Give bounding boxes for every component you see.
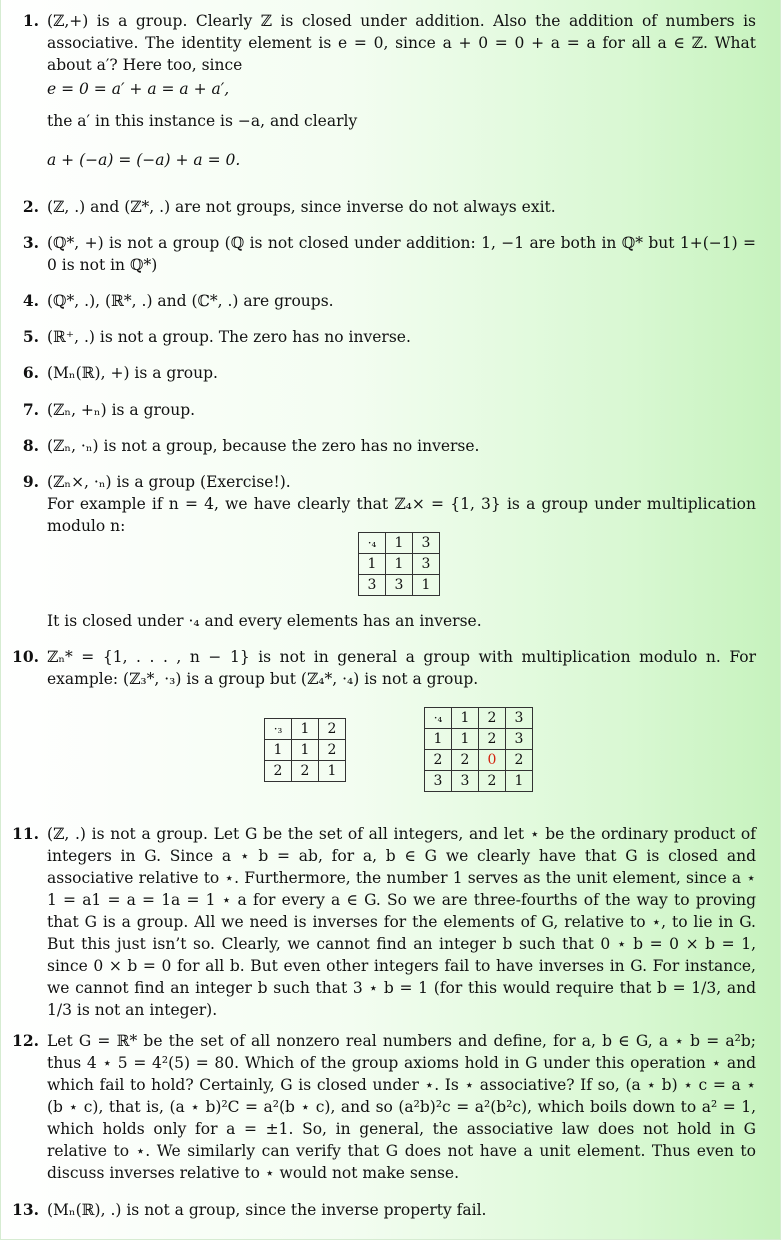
table-row-header-cell: 1 bbox=[265, 740, 292, 761]
table-header-cell: 1 bbox=[292, 719, 319, 740]
item-number: 12. bbox=[12, 1031, 39, 1050]
table-row bbox=[265, 761, 346, 782]
item-text: It is closed under ·₄ and every elements has an inverse. bbox=[47, 612, 482, 630]
item-text: (ℤₙ×, ·ₙ) is a group (Exercise!). bbox=[47, 473, 291, 491]
item-number: 6. bbox=[22, 363, 39, 382]
table-row bbox=[359, 575, 440, 596]
table-row bbox=[425, 729, 533, 750]
item-text: (ℤ, .) and (ℤ*, .) are not groups, since inverse do not always exit. bbox=[47, 198, 556, 216]
item-number: 2. bbox=[22, 197, 39, 216]
list-item bbox=[1, 10, 756, 175]
table-cell: 3 bbox=[386, 575, 413, 596]
item-text: ℤₙ* = {1, . . . , n − 1} is not in general a group with multiplication modulo n. For example: (ℤ₃*, ·₃) is a group but (ℤ₄*, ·₄) is not a group. bbox=[47, 648, 756, 688]
table-cell: 1 bbox=[386, 554, 413, 575]
table-row-header-cell: 1 bbox=[425, 729, 452, 750]
item-number: 3. bbox=[22, 233, 39, 252]
item-number: 4. bbox=[22, 291, 39, 310]
table-cell: 3 bbox=[506, 729, 533, 750]
item-text: For example if n = 4, we have clearly that ℤ₄× = {1, 3} is a group under multiplication modulo n: bbox=[47, 495, 756, 535]
item-number: 11. bbox=[12, 824, 39, 843]
equation: e = 0 = a′ + a = a + a′, bbox=[47, 80, 230, 98]
table-row bbox=[425, 771, 533, 792]
table-cell: 1 bbox=[292, 740, 319, 761]
table-operator-cell: ·₄ bbox=[425, 708, 452, 729]
item-number: 7. bbox=[22, 400, 39, 419]
table-header-cell: 1 bbox=[386, 533, 413, 554]
table-cell: 2 bbox=[452, 750, 479, 771]
table-row-header-cell: 3 bbox=[425, 771, 452, 792]
table-cell: 3 bbox=[413, 554, 440, 575]
item-number: 13. bbox=[12, 1200, 39, 1219]
table-row-header-cell: 1 bbox=[359, 554, 386, 575]
table-cell: 2 bbox=[506, 750, 533, 771]
table-row bbox=[425, 750, 533, 771]
item-number: 8. bbox=[22, 436, 39, 455]
table-cell: 3 bbox=[452, 771, 479, 792]
equation: a + (−a) = (−a) + a = 0. bbox=[47, 151, 241, 169]
table-cell: 1 bbox=[413, 575, 440, 596]
item-text: (ℤₙ, +ₙ) is a group. bbox=[47, 401, 196, 419]
table-row-header-cell: 3 bbox=[359, 575, 386, 596]
table-header-cell: 2 bbox=[479, 708, 506, 729]
table-cell: 1 bbox=[506, 771, 533, 792]
table-header-cell: 3 bbox=[413, 533, 440, 554]
table-cell: 1 bbox=[452, 729, 479, 750]
cayley-table-z3 bbox=[264, 718, 346, 782]
table-operator-cell: ·₃ bbox=[265, 719, 292, 740]
item-text: (ℤₙ, ·ₙ) is not a group, because the zero has no inverse. bbox=[47, 437, 480, 455]
item-number: 10. bbox=[12, 647, 39, 666]
cayley-table-z4x bbox=[358, 532, 440, 596]
item-number: 1. bbox=[22, 11, 39, 30]
item-text: Let G = ℝ* be the set of all nonzero real numbers and define, for a, b ∈ G, a ⋆ b = a²b; thus 4 ⋆ 5 = 4²(5) = 80. Which of the group axioms hold in G under this operation ⋆ and which fail to hold? Certainly, G is closed under ⋆. Is ⋆ associative? If so, (a ⋆ b) ⋆ c = a ⋆ (b ⋆ c), that is, (a ⋆ b)²C = a²(b ⋆ c), and so (a²b)²c = a²(b²c), which boils down to a² = 1, which holds only for a = ±1. So, in general, the associative law does not hold in G relative to ⋆. We similarly can verify that G does not have a unit element. Thus even to discuss inverses relative to ⋆ would not make sense. bbox=[47, 1032, 756, 1182]
item-text: (ℤ,+) is a group. Clearly ℤ is closed under addition. Also the addition of numbers is associative. The identity element is e = 0, since a + 0 = 0 + a = a for all a ∈ ℤ. What about a′? Here too, since bbox=[47, 12, 756, 74]
table-header-cell: 1 bbox=[452, 708, 479, 729]
cayley-table-z4 bbox=[424, 707, 533, 792]
table-cell: 2 bbox=[479, 771, 506, 792]
item-text: (ℝ⁺, .) is not a group. The zero has no inverse. bbox=[47, 328, 411, 346]
table-header-cell: 3 bbox=[506, 708, 533, 729]
item-text: (Mₙ(ℝ), .) is not a group, since the inverse property fail. bbox=[47, 1201, 487, 1219]
item-text: (ℚ*, +) is not a group (ℚ is not closed under addition: 1, −1 are both in ℚ* but 1+(−1) = 0 is not in ℚ*) bbox=[47, 234, 756, 274]
item-body bbox=[47, 10, 756, 171]
table-row bbox=[359, 554, 440, 575]
table-header-cell: 2 bbox=[319, 719, 346, 740]
table-cell: 2 bbox=[479, 729, 506, 750]
table-row-header-cell: 2 bbox=[425, 750, 452, 771]
item-text: the a′ in this instance is −a, and clearly bbox=[47, 112, 358, 130]
table-cell: 2 bbox=[292, 761, 319, 782]
item-number: 5. bbox=[22, 327, 39, 346]
item-text: (ℤ, .) is not a group. Let G be the set of all integers, and let ⋆ be the ordinary product of integers in G. Since a ⋆ b = ab, for a, b ∈ G we clearly have that G is closed and associative relative to ⋆. Furthermore, the number 1 serves as the unit element, since a ⋆ 1 = a1 = a = 1a = 1 ⋆ a for every a ∈ G. So we are three-fourths of the way to proving that G is a group. All we need is inverses for the elements of G, relative to ⋆, to lie in G. But this just isn’t so. Clearly, we cannot find an integer b such that 0 ⋆ b = 0 × b = 1, since 0 × b = 0 for all b. But even other integers fail to have inverses in G. For instance, we cannot find an integer b such that 3 ⋆ b = 1 (for this would require that b = 1/3, and 1/3 is not an integer). bbox=[47, 825, 756, 1019]
table-row-header-cell: 2 bbox=[265, 761, 292, 782]
table-row bbox=[265, 740, 346, 761]
table-cell: 2 bbox=[319, 740, 346, 761]
table-cell: 1 bbox=[319, 761, 346, 782]
table-operator-cell: ·₄ bbox=[359, 533, 386, 554]
item-text: (Mₙ(ℝ), +) is a group. bbox=[47, 364, 218, 382]
item-number: 9. bbox=[22, 472, 39, 491]
item-text: (ℚ*, .), (ℝ*, .) and (ℂ*, .) are groups. bbox=[47, 292, 334, 310]
table-cell: 0 bbox=[479, 750, 506, 771]
